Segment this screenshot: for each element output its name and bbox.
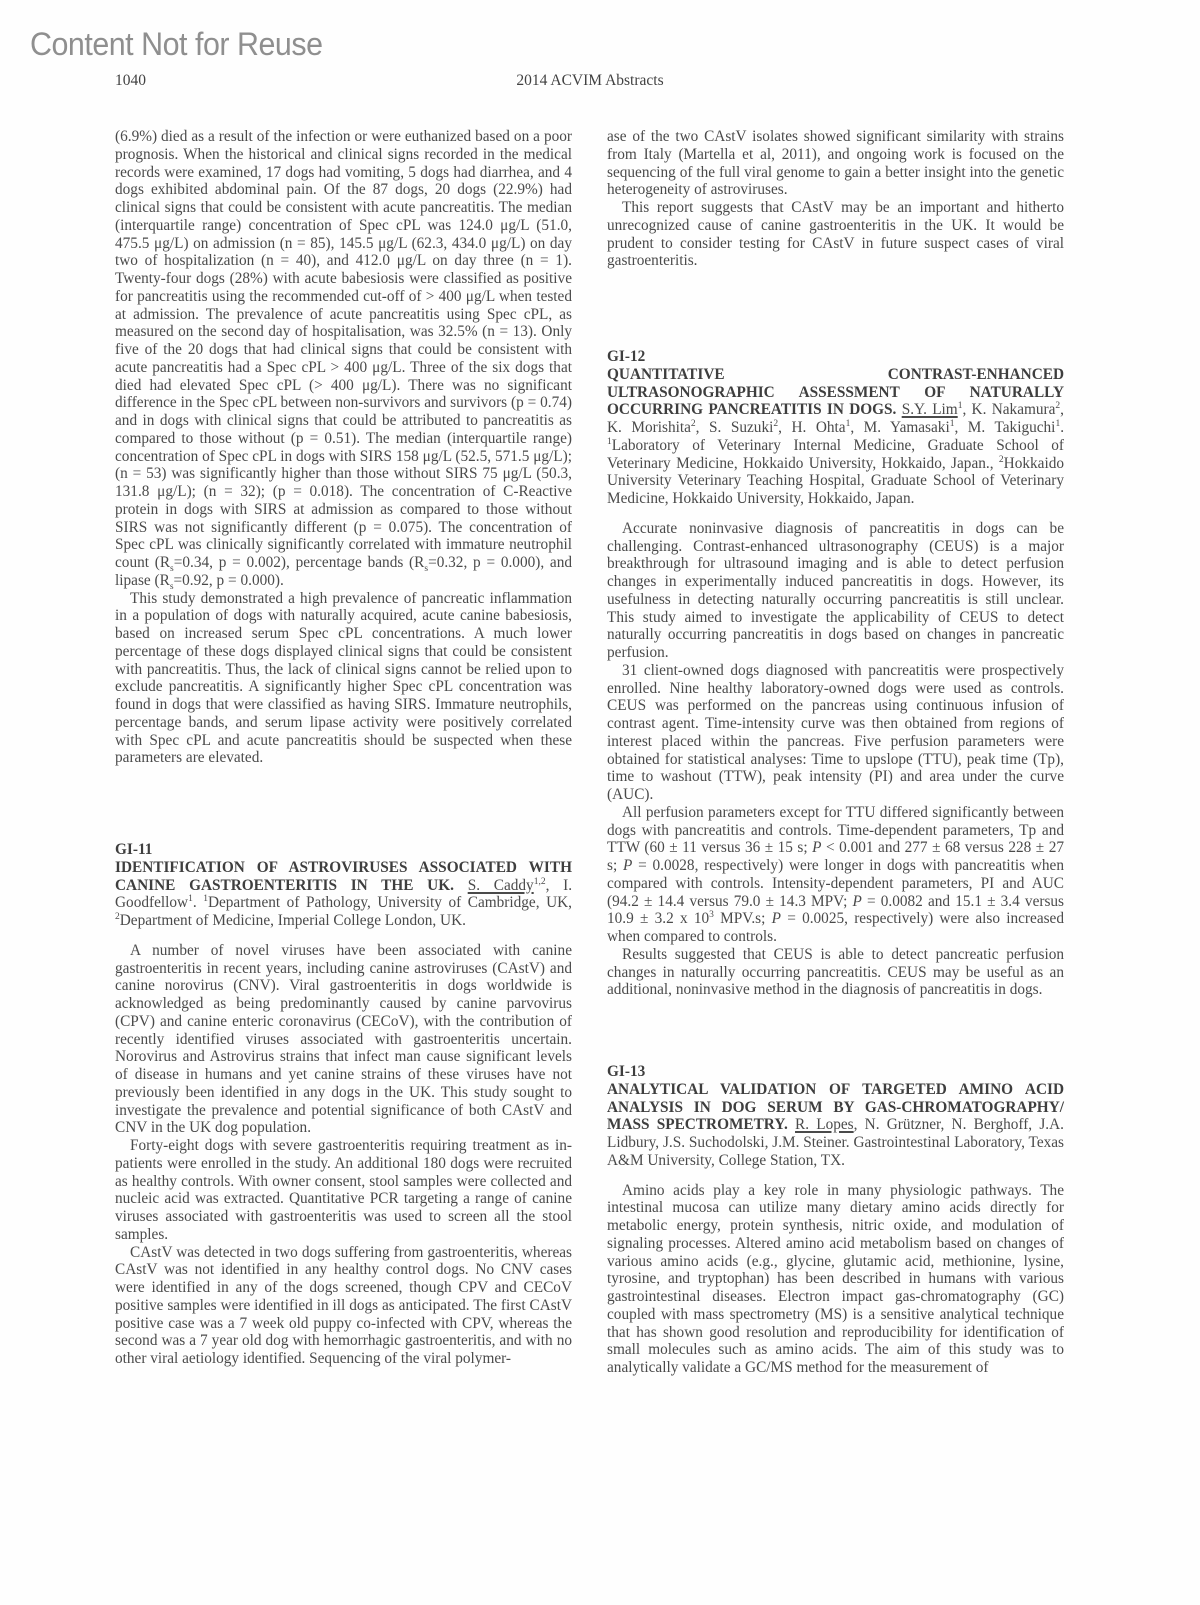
section-gap [607, 270, 1064, 348]
abstract-id-gi11: GI-11 [115, 841, 153, 858]
column-right [607, 128, 1064, 1377]
abstract-paragraph: Accurate noninvasive diagnosis of pancreatitis in dogs can be challenging. Contrast-enhanced ultrasonography (CEUS) is a major breakthrough for ultrasound imaging and is able to detect perfusion changes in experimentally induced pancreatitis in dogs. However, its usefulness in detecting naturally occurring pancreatitis is still unclear. This study aimed to investigate the applicability of CEUS to detect naturally occurring pancreatitis in dogs based on changes in pancreatic perfusion. [607, 519, 1064, 661]
page-number: 1040 [115, 72, 146, 89]
abstract-id-gi13: GI-13 [607, 1063, 646, 1080]
two-column-layout [115, 128, 1065, 1377]
abstract-title-gi11: IDENTIFICATION OF ASTROVIRUSES ASSOCIATED WITH CANINE GASTROENTERITIS IN THE UK. S. Caddy$^{1,2}$, I. Goodfellow$^1$. $^1$Department of Pathology, University of Cambridge, UK, $^2$Department of Medicine, Imperial College London, UK. [115, 858, 573, 929]
abstract-paragraph: Amino acids play a key role in many physiologic pathways. The intestinal mucosa can utilize many dietary amino acids directly for metabolic energy, protein synthesis, nitric oxide, and modulation of signaling processes. Altered amino acid metabolism based on changes of various amino acids (e.g., glycine, glutamic acid, methionine, lysine, tyrosine, and tryptophan) has been described in humans with various gastrointestinal diseases. Electron impact gas-chromatography (GC) coupled with mass spectrometry (MS) is a sensitive analytical technique that has shown good resolution and reproducibility for identification of small molecules such as amino acids. The aim of this study was to analytically validate a GC/MS method for the measurement of [607, 1181, 1064, 1376]
abstract-paragraph: This study demonstrated a high prevalence of pancreatic inflammation in a population of dogs with naturally acquired, acute canine babesiosis, based on increased serum Spec cPL concentrations. A much lower percentage of these dogs displayed clinical signs that could be consistent with pancreatitis. Thus, the lack of clinical signs cannot be relied upon to exclude pancreatitis. A significantly higher Spec cPL concentration was found in dogs that were classified as having SIRS. Immature neutrophils, percentage bands, and serum lipase activity were positively correlated with Spec cPL and acute pancreatitis should be suspected when these parameters are elevated. [115, 589, 572, 767]
section-gap [115, 767, 572, 841]
abstract-paragraph: Results suggested that CEUS is able to detect pancreatic perfusion changes in naturally occurring pancreatitis. CEUS may be useful as an additional, noninvasive method in the diagnosis of pancreatitis in dogs. [607, 945, 1064, 999]
column-left [115, 128, 572, 1377]
abstract-body-continued: (6.9%) died as a result of the infection or were euthanized based on a poor prognosis. When the historical and clinical signs recorded in the medical records were examined, 17 dogs had vomiting, 5 dogs had diarrhea, and 4 dogs exhibited abdominal pain. Of the 87 dogs, 20 dogs (22.9%) had clinical signs that could be consistent with acute pancreatitis. The median (interquartile range) concentration of Spec cPL was 124.0 μg/L (51.0, 475.5 μg/L) on admission (n = 85), 145.5 μg/L (62.3, 434.0 μg/L) on day two of hospitalization (n = 40), and 412.0 μg/L on day three (n = 1). Twenty-four dogs (28%) with acute babesiosis were classified as positive for pancreatitis using the recommended cut-off of > 400 μg/L when tested at admission. The prevalence of acute pancreatitis using Spec cPL, as measured on the second day of hospitalisation, was 32.5% (n = 13). Only five of the 20 dogs that had clinical signs that could be consistent with acute pancreatitis had a Spec cPL > 400 μg/L. Three of the six dogs that died had elevated Spec cPL (> 400 μg/L). There was no significant difference in the Spec cPL between non-survivors and survivors (p = 0.74) and in dogs with clinical signs that could be attributed to pancreatitis as compared to those without (p = 0.51). The median (interquartile range) concentration of Spec cPL in dogs with SIRS 158 μg/L (52.5, 571.5 μg/L); (n = 53) was significantly higher than those without SIRS 75 μg/L (50.3, 131.8 μg/L); (n = 32); (p = 0.018). The concentration of C-Reactive protein in dogs with SIRS at admission as compared to those without SIRS was not significantly different (p = 0.075). The concentration of Spec cPL was clinically significantly correlated with immature neutrophil count ($R_s=0.34$, p = 0.002), percentage bands ($R_s=0.32$, p = 0.000), and lipase ($R_s=0.92$, p = 0.000). [115, 128, 573, 592]
watermark-text: Content Not for Reuse [30, 26, 323, 62]
abstract-paragraph: All perfusion parameters except for TTU differed significantly between dogs with pancreatitis and controls. Time-dependent parameters, Tp and TTW (60 ± 11 versus 36 ± 15 s; P < 0.001 and 277 ± 68 versus 228 ± 27 s; P = 0.0028, respectively) were longer in dogs with pancreatitis when compared with controls. Intensity-dependent parameters, PI and AUC (94.2 ± 14.4 versus 79.0 ± 14.3 MPV; P = 0.0082 and 15.1 ± 3.4 versus 10.9 ± 3.2 x $10^3$ MPV.s; P = 0.0025, respectively) were also increased when compared to controls. [607, 803, 1065, 945]
abstract-paragraph: Forty-eight dogs with severe gastroenteritis requiring treatment as in-patients were enrolled in the study. An additional 180 dogs were recruited as healthy controls. With owner consent, stool samples were collected and nucleic acid was extracted. Quantitative PCR targeting a range of canine viruses associated with gastroenteritis was used to screen all the stool samples. [115, 1137, 572, 1243]
abstract-id-gi12: GI-12 [607, 348, 646, 365]
page-header [115, 72, 1065, 92]
abstract-body-continued: ase of the two CAstV isolates showed significant similarity with strains from Italy (Martella et al, 2011), and ongoing work is focused on the sequencing of the full viral genome to gain a better insight into the genetic heterogeneity of astroviruses. [607, 128, 1064, 199]
abstract-paragraph: CAstV was detected in two dogs suffering from gastroenteritis, whereas CAstV was not identified in any healthy control dogs. No CNV cases were identified in any of the dogs screened, though CPV and CECoV positive samples were identified in ill dogs as anticipated. The first CAstV positive case was a 7 week old puppy co-infected with CPV, whereas the second was a 7 year old dog with hemorrhagic gastroenteritis, and with no other viral aetiology identified. Sequencing of the viral polymer- [115, 1243, 572, 1367]
abstract-title-gi13: ANALYTICAL VALIDATION OF TARGETED AMINO ACID ANALYSIS IN DOG SERUM BY GAS-CHROMATOGRAPHY/ MASS SPECTROMETRY. R. Lopes, N. Grützner, N. Berghoff, J.A. Lidbury, J.S. Suchodolski, J.M. Steiner. Gastrointestinal Laboratory, Texas A&M University, College Station, TX. [607, 1080, 1064, 1169]
journal-header-title: 2014 ACVIM Abstracts [516, 72, 664, 89]
abstract-paragraph: 31 client-owned dogs diagnosed with pancreatitis were prospectively enrolled. Nine healthy laboratory-owned dogs were used as controls. CEUS was performed on the pancreas using continuous infusion of contrast agent. Time-intensity curve was then obtained from regions of interest placed within the pancreas. Five perfusion parameters were obtained for statistical analyses: Time to upslope (TTU), peak time (Tp), time to washout (TTW), peak intensity (PI) and area under the curve (AUC). [607, 661, 1064, 803]
abstract-paragraph: This report suggests that CAstV may be an important and hitherto unrecognized cause of canine gastroenteritis in the UK. It would be prudent to consider testing for CAstV in future suspect cases of viral gastroenteritis. [607, 199, 1064, 270]
abstract-title-gi12: QUANTITATIVE CONTRAST-ENHANCED ULTRASONOGRAPHIC ASSESSMENT OF NATURALLY OCCURRING PANCREATITIS IN DOGS. S.Y. Lim$^1$, K. Nakamura$^2$, K. Morishita$^2$, S. Suzuki$^2$, H. Ohta$^1$, M. Yamasaki$^1$, M. Takiguchi$^1$. $^1$Laboratory of Veterinary Internal Medicine, Graduate School of Veterinary Medicine, Hokkaido University, Hokkaido, Japan., $^2$Hokkaido University Veterinary Teaching Hospital, Graduate School of Veterinary Medicine, Hokkaido University, Hokkaido, Japan. [607, 365, 1065, 507]
section-gap [607, 999, 1064, 1063]
abstract-paragraph: A number of novel viruses have been associated with canine gastroenteritis in recent years, including canine astroviruses (CAstV) and canine norovirus (CNV). Viral gastroenteritis in dogs worldwide is acknowledged as being predominantly caused by canine parvovirus (CPV) and canine enteric coronavirus (CECoV), with the contribution of recently identified viruses associated with gastroenteritis uncertain. Norovirus and Astrovirus strains that infect man cause significant levels of disease in humans and yet canine strains of these viruses have not previously been identified in any dogs in the UK. This study sought to investigate the prevalence and potential significance of both CAstV and CNV in the UK dog population. [115, 941, 572, 1137]
